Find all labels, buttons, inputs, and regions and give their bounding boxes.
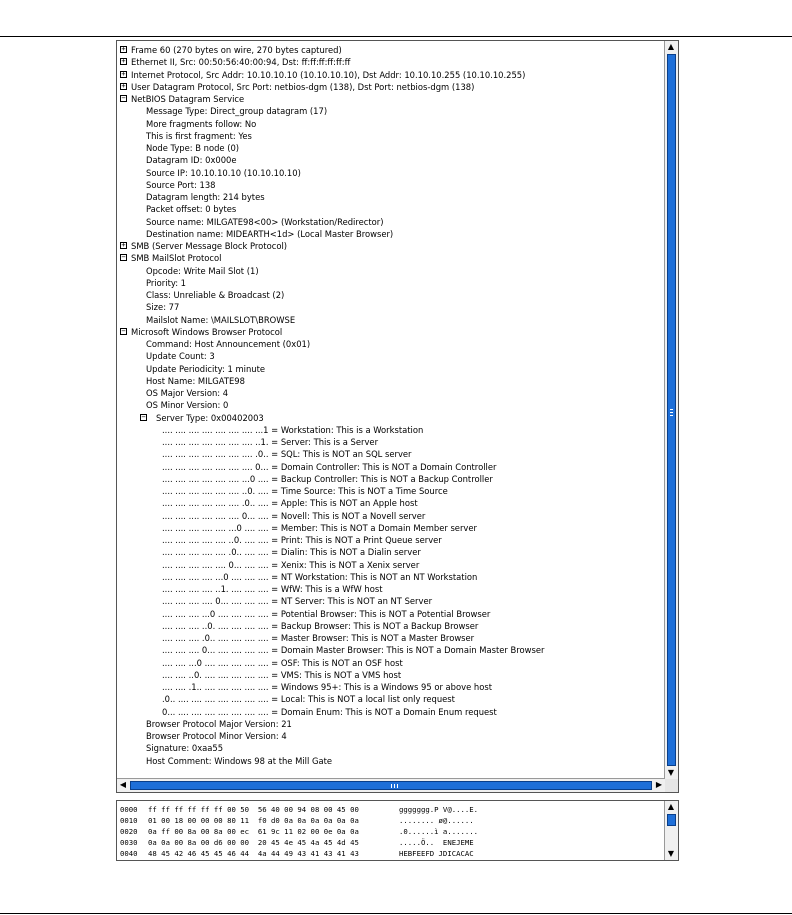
tree-row[interactable]: Host Name: MILGATE98 [146,375,245,386]
tree-row[interactable]: .... .... .... .... .... .... .... ...1 = Workstation: This is a Workstation [162,424,424,435]
tree-row[interactable]: More fragments follow: No [146,118,257,129]
hex-offset: 0030 [120,838,138,847]
tree-row[interactable]: .0.. .... .... .... .... .... .... .... = Local: This is NOT a local list only request [162,694,455,705]
tree-row[interactable]: Signature: 0xaa55 [146,743,224,754]
arrow-up-icon[interactable]: ▲ [665,41,677,53]
plus-box-icon[interactable]: + [121,69,126,78]
packet-details-pane[interactable] [116,40,679,793]
tree-row[interactable]: .... .... .... .... ...0 .... .... .... = NT Workstation: This is NOT an NT Workstation [162,571,478,582]
hex-ascii: .....Ö.. ENEJEME [399,838,474,847]
tree-row[interactable]: .... .... ..0. .... .... .... .... .... = VMS: This is NOT a VMS host [162,669,402,680]
hex-offset: 0020 [120,827,138,836]
minus-box-icon[interactable]: − [121,253,126,262]
tree-row[interactable]: Server Type: 0x00402003 [156,412,264,423]
tree-row[interactable]: SMB MailSlot Protocol [131,253,222,264]
tree-row[interactable]: .... .... .... ...0 .... .... .... .... = Potential Browser: This is NOT a Potential Browser [162,608,491,619]
hex-dump [120,804,664,858]
tree-row[interactable]: Size: 77 [146,302,180,313]
arrow-up-icon[interactable]: ▲ [665,801,677,813]
minus-box-icon[interactable]: − [121,326,126,335]
hex-bytes: 0a 0a 00 8a 00 d6 00 00 20 45 4e 45 4a 45 4d 45 [148,838,359,847]
tree-row[interactable]: Internet Protocol, Src Addr: 10.10.10.10 (10.10.10.10), Dst Addr: 10.10.10.255 (10.10.10.255) [131,69,526,80]
hex-ascii: HEBFEEFD JDICACAC [399,849,474,858]
arrow-right-icon[interactable]: ▶ [653,779,665,791]
tree-row[interactable]: Source name: MILGATE98<00> (Workstation/Redirector) [146,216,384,227]
tree-row[interactable]: This is first fragment: Yes [146,130,252,141]
tree-row[interactable]: User Datagram Protocol, Src Port: netbios-dgm (138), Dst Port: netbios-dgm (138) [131,81,475,92]
scroll-corner [665,779,678,792]
tree-row[interactable]: .... .... .... .... .... .... 0... .... = Novell: This is NOT a Novell server [162,510,426,521]
tree-row[interactable]: .... .... .... .... .... .... ...0 .... = Backup Controller: This is NOT a Backup Controller [162,473,493,484]
hex-bytes: 48 45 42 46 45 45 46 44 4a 44 49 43 41 43 41 43 [148,849,359,858]
tree-row[interactable]: OS Major Version: 4 [146,388,229,398]
tree-row[interactable]: .... .... .... .... .... ...0 .... .... = Member: This is NOT a Domain Member server [162,522,477,533]
tree-row[interactable]: Update Periodicity: 1 minute [146,363,266,374]
hex-ascii: ggggggg.P V@....E. [399,805,479,814]
tree-row[interactable]: Browser Protocol Minor Version: 4 [146,731,287,741]
tree-row[interactable]: .... .... .... .... .... .... ..0. .... = Time Source: This is NOT a Time Source [162,486,448,496]
top-rule [0,36,792,37]
tree-hscroll-thumb[interactable] [130,781,652,790]
arrow-down-icon[interactable]: ▼ [665,767,677,779]
tree-row[interactable]: Host Comment: Windows 98 at the Mill Gate [146,755,333,766]
tree-row[interactable]: Destination name: MIDEARTH<1d> (Local Master Browser) [146,228,394,239]
tree-row[interactable]: .... .... .... .... .... .... .0.. .... = Apple: This is NOT an Apple host [162,498,418,509]
tree-row[interactable]: .... .... .... .... .... .... .... .0.. = SQL: This is NOT an SQL server [162,449,412,460]
tree-row[interactable]: Class: Unreliable & Broadcast (2) [146,290,285,300]
tree-scroll-thumb[interactable] [667,54,676,766]
tree-row[interactable]: Opcode: Write Mail Slot (1) [146,265,259,276]
tree-row[interactable]: .... .... .... .... .... .0.. .... .... = Dialin: This is NOT a Dialin server [162,547,421,558]
tree-row[interactable]: Source Port: 138 [146,179,216,190]
tree-vertical-scrollbar[interactable] [664,41,678,779]
tree-row[interactable]: .... .... .... .... 0... .... .... .... = NT Server: This is NOT an NT Server [162,596,433,607]
tree-row[interactable]: SMB (Server Message Block Protocol) [131,241,288,251]
hex-dump-pane[interactable] [116,800,679,861]
bottom-rule [0,913,792,914]
arrow-down-icon[interactable]: ▼ [665,848,677,860]
tree-row[interactable]: OS Minor Version: 0 [146,400,229,411]
tree-row[interactable]: Node Type: B node (0) [146,143,240,153]
tree-row[interactable]: 0... .... .... .... .... .... .... .... = Domain Enum: This is NOT a Domain Enum request [162,706,497,717]
tree-row[interactable]: .... .... .... .... .... .... .... 0... = Domain Controller: This is NOT a Domain Controller [162,461,497,472]
tree-row[interactable]: Browser Protocol Major Version: 21 [146,718,292,729]
minus-box-icon[interactable]: − [121,94,126,102]
plus-box-icon[interactable]: + [121,81,126,90]
tree-row[interactable]: .... .... .... .... .... 0... .... .... = Xenix: This is NOT a Xenix server [162,559,420,570]
tree-row[interactable]: .... .... .... ..0. .... .... .... .... = Backup Browser: This is NOT a Backup Browser [162,620,479,631]
tree-row[interactable]: Message Type: Direct_group datagram (17) [146,106,328,117]
tree-row[interactable]: Frame 60 (270 bytes on wire, 270 bytes captured) [131,45,342,55]
tree-row[interactable]: Datagram length: 214 bytes [146,192,265,202]
tree-row[interactable]: .... .... .1.. .... .... .... .... .... = Windows 95+: This is a Windows 95 or above host [162,682,492,692]
plus-box-icon[interactable]: + [121,57,126,66]
tree-row[interactable]: .... .... .... .0.. .... .... .... .... = Master Browser: This is NOT a Master Browser [162,633,475,643]
tree-row[interactable]: Source IP: 10.10.10.10 (10.10.10.10) [146,167,301,178]
hex-vertical-scrollbar[interactable] [664,801,678,860]
tree-row[interactable]: Priority: 1 [146,277,187,288]
hex-offset: 0010 [120,816,138,825]
tree-row[interactable]: Update Count: 3 [146,351,215,362]
tree-row[interactable]: .... .... .... .... .... .... .... ..1. = Server: This is a Server [162,437,379,447]
arrow-left-icon[interactable]: ◀ [117,779,129,791]
hex-ascii: .0......ì a....... [399,827,479,836]
tree-row[interactable]: .... .... .... .... .... ..0. .... .... = Print: This is NOT a Print Queue server [162,535,442,545]
hex-bytes: 0a ff 00 8a 00 8a 00 ec 61 9c 11 02 00 0e 0a 0a [148,827,359,836]
tree-row[interactable]: Microsoft Windows Browser Protocol [131,326,283,337]
plus-box-icon[interactable]: + [121,45,126,53]
tree-row[interactable]: Ethernet II, Src: 00:50:56:40:00:94, Dst: ff:ff:ff:ff:ff:ff [131,57,351,68]
tree-row[interactable]: .... .... .... 0... .... .... .... .... = Domain Master Browser: This is NOT a Domain Master Browser [162,645,545,656]
tree-horizontal-scrollbar[interactable] [117,778,665,792]
hex-ascii: ........ ø@...... [399,816,474,825]
tree-row[interactable]: Datagram ID: 0x000e [146,155,237,166]
plus-box-icon[interactable]: + [121,241,126,249]
tree-row[interactable]: .... .... ...0 .... .... .... .... .... = OSF: This is NOT an OSF host [162,657,403,668]
tree-row[interactable]: Command: Host Announcement (0x01) [146,339,311,349]
minus-box-icon[interactable]: − [141,412,146,421]
tree-row[interactable]: .... .... .... .... ..1. .... .... .... = WfW: This is a WfW host [162,584,383,594]
hex-offset: 0040 [120,849,138,858]
hex-offset: 0000 [120,805,138,814]
hex-bytes: 01 00 18 00 00 00 80 11 f0 d0 0a 0a 0a 0a 0a 0a [148,816,359,825]
hex-bytes: ff ff ff ff ff ff 00 50 56 40 00 94 08 00 45 00 [148,805,359,814]
tree-row[interactable]: Packet offset: 0 bytes [146,204,237,215]
hex-scroll-thumb[interactable] [667,814,676,826]
packet-tree [118,42,664,778]
tree-row[interactable]: Mailslot Name: \MAILSLOT\BROWSE [146,314,296,325]
tree-row[interactable]: NetBIOS Datagram Service [131,94,245,104]
